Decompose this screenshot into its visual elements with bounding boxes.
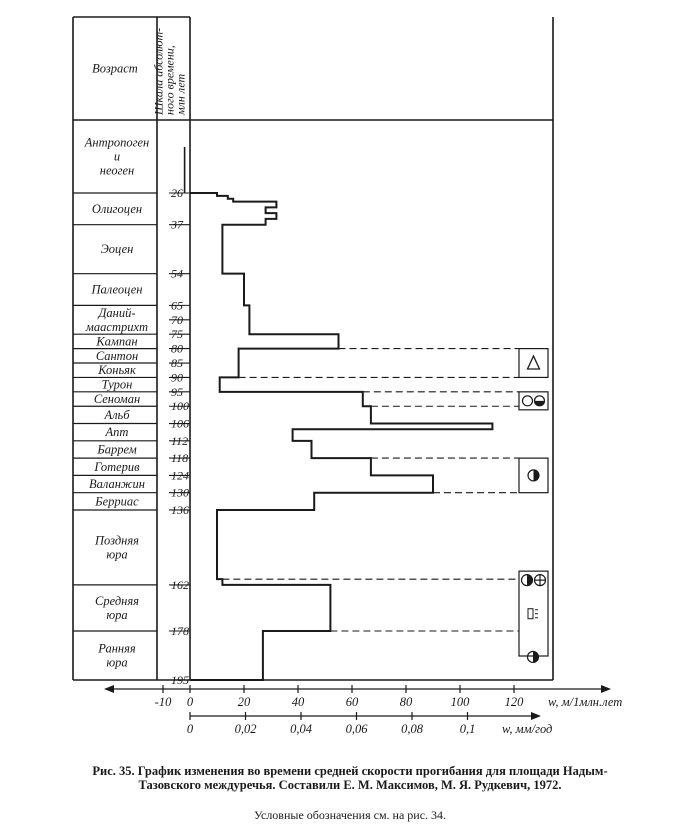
x-top-tick-label: 0 bbox=[186, 695, 194, 709]
age-label: маастрихт bbox=[85, 319, 149, 334]
age-label: Сантон bbox=[95, 348, 139, 363]
y-tick-label: 136 bbox=[171, 502, 189, 517]
age-label: юра bbox=[106, 547, 128, 562]
age-label: Средняя bbox=[95, 593, 139, 608]
x-bottom-tick-label: 0,08 bbox=[401, 722, 423, 736]
age-label: юра bbox=[106, 607, 128, 622]
x-bottom-tick-label: 0,06 bbox=[345, 722, 368, 736]
age-label: Баррем bbox=[97, 442, 137, 457]
age-label: Берриас bbox=[95, 494, 139, 509]
speed-series bbox=[190, 193, 492, 680]
y-tick-label: 85 bbox=[171, 356, 183, 371]
symbol-boxes bbox=[519, 349, 548, 663]
age-column bbox=[73, 136, 157, 670]
age-label: неоген bbox=[99, 163, 135, 178]
age-label: Коньяк bbox=[98, 363, 136, 378]
arrow-right-icon bbox=[531, 712, 541, 720]
age-label: Готерив bbox=[94, 459, 140, 474]
x-top-axis-label: w, м/1млн.лет bbox=[548, 695, 623, 709]
arrow-right-icon bbox=[601, 685, 611, 693]
y-tick-label: 90 bbox=[171, 370, 183, 385]
y-axis-ticks bbox=[169, 147, 190, 687]
scale-header-line: Шкала абсолют- bbox=[151, 27, 166, 115]
y-tick-label: 100 bbox=[171, 399, 189, 414]
symbol-box bbox=[519, 349, 548, 378]
symbol-box bbox=[519, 392, 548, 410]
x-axes bbox=[104, 685, 622, 736]
y-tick-label: 162 bbox=[171, 577, 189, 592]
y-tick-label: 26 bbox=[171, 186, 183, 200]
age-label: Апт bbox=[105, 425, 129, 440]
arrow-left-icon bbox=[104, 685, 114, 693]
age-label: Турон bbox=[101, 377, 133, 392]
y-tick-label: 130 bbox=[171, 485, 189, 500]
figure-caption: Рис. 35. График изменения во времени средней скорости прогибания для площади Надым-Тазовского междуречья. Составили Е. М. Максимов, М. Я. Рудкевич, 1972. bbox=[92, 764, 608, 792]
age-label: и bbox=[113, 149, 121, 164]
age-column-header: Возраст bbox=[92, 61, 138, 76]
age-label: юра bbox=[106, 655, 128, 670]
y-tick-label: 70 bbox=[171, 312, 183, 327]
scale-header-line: млн лет bbox=[173, 73, 188, 115]
x-top-tick-label: 80 bbox=[399, 695, 413, 709]
x-bottom-axis-label: w, мм/год bbox=[502, 722, 553, 736]
y-tick-label: 124 bbox=[171, 468, 189, 483]
y-tick-label: 65 bbox=[171, 298, 183, 313]
caption-note: Условные обозначения см. на рис. 34. bbox=[253, 808, 447, 822]
y-tick-label: 80 bbox=[171, 341, 183, 356]
y-tick-label: 106 bbox=[171, 416, 189, 431]
y-tick-label: 178 bbox=[171, 624, 189, 639]
x-top-tick-label: 100 bbox=[450, 695, 470, 709]
symbol-box bbox=[519, 571, 548, 662]
x-bottom-tick-label: 0 bbox=[186, 722, 194, 736]
age-label: Олигоцен bbox=[91, 201, 143, 216]
x-top-tick-label: 120 bbox=[504, 695, 524, 709]
x-top-tick-label: 40 bbox=[291, 695, 305, 709]
age-label: Даний- bbox=[98, 305, 136, 320]
y-tick-label: 75 bbox=[171, 327, 183, 342]
column-headers bbox=[92, 28, 187, 116]
y-tick-label: 37 bbox=[171, 217, 183, 232]
x-top-tick-label: -10 bbox=[154, 695, 172, 709]
age-label: Альб bbox=[104, 407, 130, 422]
y-tick-label: 54 bbox=[171, 266, 183, 281]
y-tick-label: 118 bbox=[171, 451, 189, 466]
scale-header-line: ного времени, bbox=[162, 45, 177, 115]
age-label: Валанжин bbox=[88, 477, 146, 492]
x-bottom-tick-label: 0,04 bbox=[290, 722, 312, 736]
age-label: Кампан bbox=[96, 334, 138, 349]
symbol-box-frame bbox=[519, 349, 548, 378]
x-bottom-tick-label: 0,1 bbox=[459, 722, 476, 736]
y-tick-label: 112 bbox=[171, 433, 189, 448]
symbol-box bbox=[519, 458, 548, 493]
age-label: Сеноман bbox=[93, 392, 141, 407]
y-tick-label: 95 bbox=[171, 384, 183, 399]
x-top-tick-label: 60 bbox=[345, 695, 359, 709]
x-bottom-tick-label: 0,02 bbox=[234, 722, 257, 736]
scale-column-header bbox=[152, 28, 188, 116]
age-label: Ранняя bbox=[98, 641, 136, 656]
age-label: Палеоцен bbox=[91, 282, 143, 297]
age-label: Поздняя bbox=[95, 533, 139, 548]
age-label: Эоцен bbox=[100, 242, 134, 257]
speed-step-line bbox=[190, 193, 492, 680]
age-label: Антропоген bbox=[84, 135, 150, 150]
y-tick-label: 195 bbox=[171, 673, 189, 687]
x-top-tick-label: 20 bbox=[237, 695, 251, 709]
